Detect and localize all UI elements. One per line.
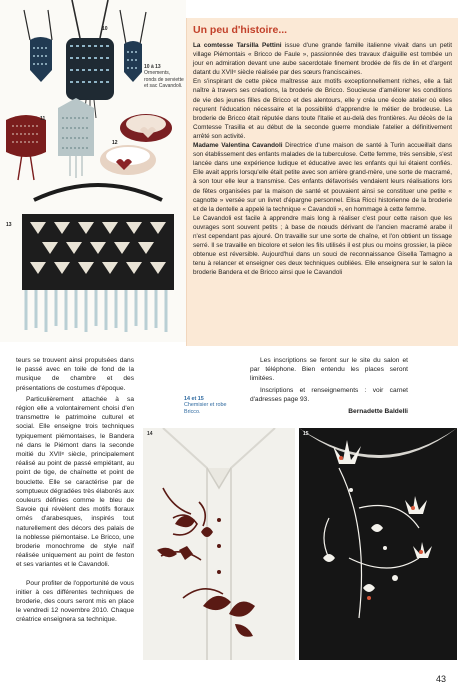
history-paragraph-2: En s'inspirant de cette pièce maîtresse aux motifs exceptionnellement riches, elle a fait naître à travers ses créations, la broderie de Bricco. Soucieuse d'améliorer les conditions de vie des jeunes filles de Bricco et des alentours, elle y créa une école atelier où elles reçurent l'éducation nécessaire et la possibilité d'apprendre le métier de brodeuse. La broderie de Bricco était réputée dans toute l'Italie et au-delà des frontières. Au décès de la Comtesse Trasilla et au début de la seconde guerre mondiale l'atelier a définitivement arrêté son activité. [193, 78, 452, 140]
photo-bricco-blouse [143, 428, 295, 660]
caption-figure-numbers-14-15: 14 et 15 [184, 396, 204, 402]
cavandoli-items-illustration [0, 0, 186, 342]
photo-bricco-dress [299, 428, 457, 660]
figure-number-14: 14 [147, 431, 153, 437]
left-text-column [16, 356, 134, 625]
history-title: Un peu d'histoire... [193, 24, 288, 36]
page-number: 43 [436, 674, 447, 684]
caption-text-14-15: Chemisier et robe Bricco. [184, 402, 227, 415]
caption-figure-numbers: 10 à 13 [144, 64, 161, 70]
left-paragraph-3: Pour profiter de l'opportunité de vous initier à ces différentes techniques de broderie, des cours seront mis en place le vendredi 12 novembre 2010. Chaque créatrice enseignera sa technique. [16, 579, 134, 624]
history-paragraph-3 [193, 141, 452, 214]
registration-paragraph-2: Inscriptions et renseignements : voir carnet d'adresses page 93. [250, 386, 408, 403]
tarsilla-name: La comtesse Tarsilla Pettini [193, 42, 282, 49]
caption-figures-10-13 [144, 64, 184, 90]
history-paragraph-3-text: Directrice d'une maison de santé à Turin accueillait dans son établissement des enfants malades de la tuberculose. Cette femme, très sensible, s'est lancée dans une expérience ludique et éducative avec les enfants qui lui étaient confiés. Elle avait appris lorsqu'elle était petite avec son arrière grand-mère, une sorte de macramé, à son tour elle leur a transmise. Ces enfants défavorisés vendaient leurs réalisations lors de fêtes organisées par la maison de santé et pouvaient ainsi se constituer une petite « cagnotte » versée sur un livret d'épargne personnel. Elisa Ricci historienne de la broderie et de la dentelle a appelé la technique « Cavandoli », en hommage à cette femme. [193, 142, 452, 213]
history-sidebar-box [186, 18, 458, 346]
author-signature: Bernadette Baldelli [348, 408, 408, 416]
left-paragraph-2: Particulièrement attachée à sa région elle a volontairement choisi d'en transmettre le patrimoine culturel et social. Elle enseigne trois techniques typiquement piémontaises, le Bandera né dans le Piémont dans la seconde moitié du XVIIᵉ siècle, principalement réalisé au point de passé empiétant, au point de tige, de chaînette et point de bouclette. Elle se caractérise par de somptueux dégradées très élaborés aux couleurs définies comme le bleu de Savoie qui révèlent des motifs floraux ornés d'arabesques, inspirés tout naturellement des décors des palais de la noblesse piémontaise. Le Bricco, une broderie monochrome de style naïf réalisée uniquement au point de feston et ses variantes et le Cavandoli. [16, 395, 134, 569]
cavandoli-name: Madame Valentina Cavandoli [193, 142, 283, 150]
registration-text [250, 356, 408, 416]
registration-paragraph-1: Les inscriptions se feront sur le site du salon et par téléphone. Bien entendu les places seront limitées. [250, 357, 408, 383]
caption-text: Ornements, ronds de serviette et sac Cavandoli. [144, 70, 184, 90]
history-paragraph-1-text: issue d'une grande famille italienne vivait dans un petit village Piémontais « Bricco de Faule », passionnée des travaux d'aiguille est tombée un jour en admiration devant une aube sacerdotale finement brodée de fils de lin et d'argent datant du XVIIᵉ siècle réalisée par des sœurs franciscaines. [193, 42, 452, 77]
figure-number-12: 12 [112, 140, 118, 146]
blouse-embroidery-illustration [143, 428, 295, 660]
dress-embroidery-illustration [299, 428, 457, 660]
cavandoli-photo-collage [0, 0, 186, 342]
figure-number-10: 10 [102, 26, 108, 32]
left-paragraph-1: teurs se trouvent ainsi propulsées dans le passé avec en toile de fond de la musique de chambre et des présentations de costumes d'époque. [16, 357, 134, 392]
history-paragraph-1 [193, 41, 452, 77]
figure-number-11: 11 [40, 116, 46, 122]
figure-number-13: 13 [6, 222, 12, 228]
figure-number-15: 15 [303, 431, 309, 437]
history-paragraph-4: Le Cavandoli est facile à apprendre mais long à réaliser c'est pour cette raison que les ouvrages sont souvent petits ; à base de nœuds dérivant de l'ancien macramé arabe il n'est cependant pas ajouré. On travaille sur une sorte de chaîne, et l'on obtient un tissage serré. Il se travaille en bicolore et selon les fils utilisés il est plus ou moins grossier, la pièce obtenue est réversible. Aujourd'hui dans un souci de reconnaissance Gisella Tamagno a tenu à relancer et enseigner ces deux techniques oubliées. Elle enseignera sur le salon la broderie Bandera et de Bricco ainsi que le Cavandoli [193, 214, 452, 277]
caption-figures-14-15 [184, 396, 234, 415]
